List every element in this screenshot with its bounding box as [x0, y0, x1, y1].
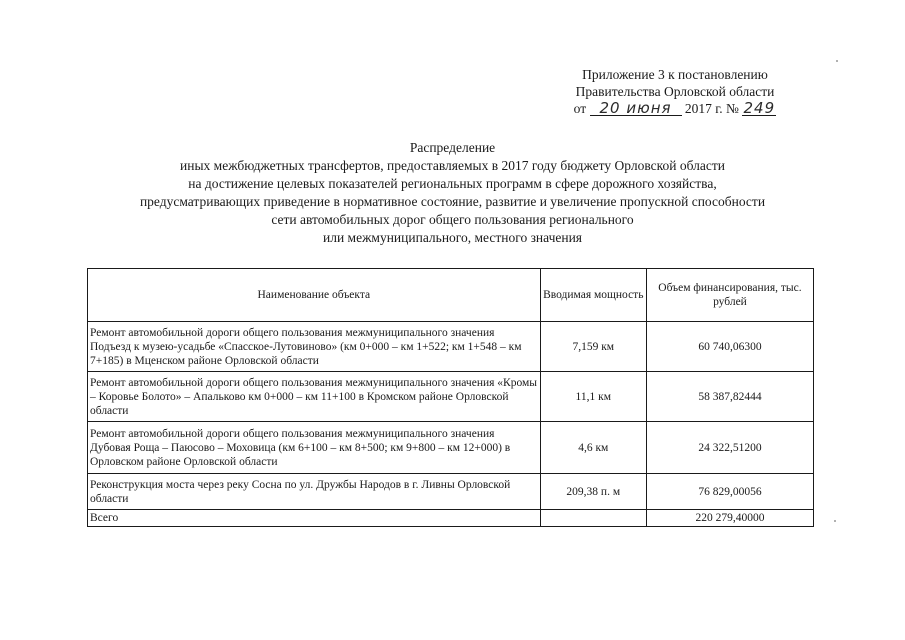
header-object-name: Наименование объекта: [88, 269, 541, 322]
capacity-cell: 7,159 км: [540, 322, 646, 372]
total-label-cell: Всего: [88, 510, 541, 527]
scan-speck: [834, 520, 836, 522]
funding-cell: 76 829,00056: [646, 474, 813, 510]
title-line-5: сети автомобильных дорог общего пользования регионального: [271, 212, 634, 227]
funding-cell: 60 740,06300: [646, 322, 813, 372]
funding-cell: 24 322,51200: [646, 422, 813, 474]
scan-speck: [836, 60, 838, 62]
total-capacity-cell: [540, 510, 646, 527]
title-line-1: Распределение: [409, 140, 496, 155]
object-name-cell: Ремонт автомобильной дороги общего пользования межмуниципального значения «Кромы – Коровье Болото» – Апальково км 0+000 – км 11+100 в Кромском районе Орловской области: [88, 372, 541, 422]
year-number-label: 2017 г. №: [684, 101, 739, 116]
appendix-title: Приложение 3 к постановлению: [582, 67, 768, 82]
header-capacity: Вводимая мощность: [540, 269, 646, 322]
title-line-6: или межмуниципального, местного значения: [322, 230, 583, 245]
funding-cell: 58 387,82444: [646, 372, 813, 422]
table-row: [88, 422, 814, 474]
title-line-2: иных межбюджетных трансфертов, предоставляемых в 2017 году бюджету Орловской области: [180, 158, 725, 173]
table-header-row: [88, 269, 814, 322]
funding-table: [87, 268, 814, 527]
table-row: [88, 322, 814, 372]
appendix-date-line: [540, 100, 810, 117]
capacity-cell: 11,1 км: [540, 372, 646, 422]
appendix-authority: Правительства Орловской области: [575, 84, 775, 99]
header-funding: Объем финансирования, тыс. рублей: [646, 269, 813, 322]
title-line-4: предусматривающих приведение в нормативное состояние, развитие и увеличение пропускной способности: [139, 194, 766, 209]
appendix-header: [540, 66, 810, 117]
capacity-cell: 209,38 п. м: [540, 474, 646, 510]
object-name-cell: Ремонт автомобильной дороги общего пользования межмуниципального значения Дубовая Роща – Паюсово – Моховица (км 6+100 – км 8+500; км 9+800 – км 12+000) в Орловском районе Орловской области: [88, 422, 541, 474]
object-name-cell: Ремонт автомобильной дороги общего пользования межмуниципального значения Подъезд к музею-усадьбе «Спасское-Лутовиново» (км 0+000 – км 1+522; км 1+548 – км 7+185) в Мценском районе Орловской области: [88, 322, 541, 372]
total-funding-cell: 220 279,40000: [646, 510, 813, 527]
capacity-cell: 4,6 км: [540, 422, 646, 474]
title-line-3: на достижение целевых показателей региональных программ в сфере дорожного хозяйства,: [188, 176, 717, 191]
object-name-cell: Реконструкция моста через реку Сосна по ул. Дружбы Народов в г. Ливны Орловской области: [88, 474, 541, 510]
table-row: [88, 474, 814, 510]
document-title: [60, 139, 845, 247]
date-prefix: от: [573, 101, 587, 116]
table-total-row: [88, 510, 814, 527]
table-row: [88, 372, 814, 422]
handwritten-number: 249: [743, 99, 776, 117]
handwritten-date: 20 июня: [590, 101, 682, 116]
